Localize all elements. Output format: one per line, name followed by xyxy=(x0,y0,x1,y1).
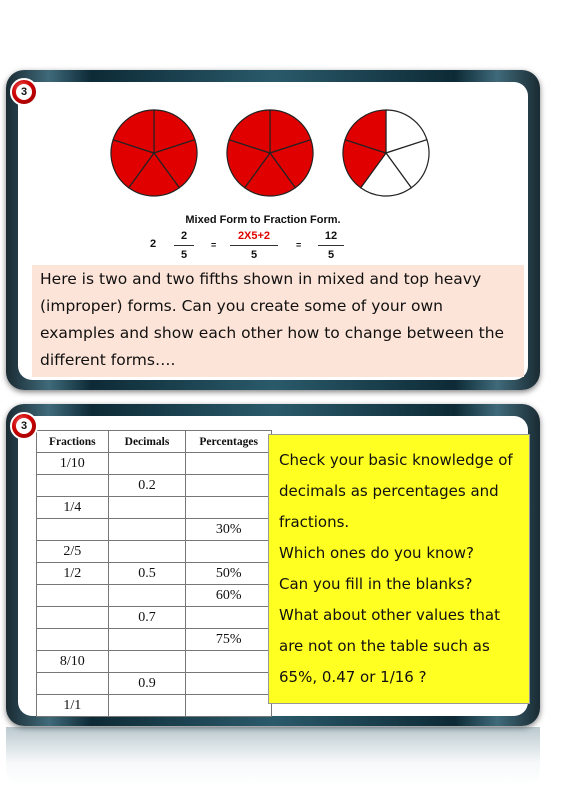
whole-number: 2 xyxy=(150,238,157,250)
table-cell xyxy=(186,673,272,695)
fraction-2 xyxy=(230,230,278,261)
table-row xyxy=(37,453,272,475)
header-decimals: Decimals xyxy=(108,431,186,453)
table-row xyxy=(37,497,272,519)
pie-chart-1 xyxy=(106,108,202,198)
table-cell xyxy=(37,629,109,651)
table-cell: 1/2 xyxy=(37,563,109,585)
table-cell xyxy=(37,585,109,607)
table-cell xyxy=(37,673,109,695)
table-cell: 0.9 xyxy=(108,673,186,695)
table-cell xyxy=(108,629,186,651)
numerator: 2X5+2 xyxy=(237,230,271,242)
header-percentages: Percentages xyxy=(186,431,272,453)
table-row xyxy=(37,695,272,717)
denominator: 5 xyxy=(327,249,335,261)
fraction-3 xyxy=(318,230,344,261)
table-cell xyxy=(108,453,186,475)
pie-chart-2 xyxy=(222,108,318,198)
table-cell xyxy=(186,541,272,563)
badge-number: 3 xyxy=(16,418,32,434)
denominator: 5 xyxy=(250,249,258,261)
table-cell xyxy=(108,497,186,519)
denominator: 5 xyxy=(180,249,188,261)
table-cell xyxy=(37,519,109,541)
table-cell xyxy=(186,475,272,497)
table-cell: 0.7 xyxy=(108,607,186,629)
description-line: examples and show each other how to change between the xyxy=(40,324,505,342)
panel-line: What about other values that xyxy=(279,606,500,624)
panel-line: are not on the table such as xyxy=(279,637,490,655)
table-row xyxy=(37,629,272,651)
description-line: different forms…. xyxy=(40,351,176,369)
fdp-table-card xyxy=(6,404,540,726)
description-box xyxy=(32,265,524,377)
fraction-pies xyxy=(106,108,456,198)
table-cell xyxy=(186,497,272,519)
table-cell xyxy=(108,585,186,607)
table-cell xyxy=(108,651,186,673)
card-body xyxy=(18,416,528,716)
number-badge xyxy=(10,412,38,440)
panel-line: 65%, 0.47 or 1/16 ? xyxy=(279,668,427,686)
numerator: 12 xyxy=(324,230,338,242)
table-cell: 1/1 xyxy=(37,695,109,717)
table-cell xyxy=(186,651,272,673)
mixed-form-card xyxy=(6,70,540,390)
table-row xyxy=(37,563,272,585)
description-line: Here is two and two fifths shown in mixed and top heavy xyxy=(40,270,482,288)
panel-line: fractions. xyxy=(279,513,350,531)
equals-sign: = xyxy=(211,240,217,250)
fractions-table xyxy=(36,430,272,717)
table-cell xyxy=(186,607,272,629)
table-cell: 2/5 xyxy=(37,541,109,563)
badge-number: 3 xyxy=(16,84,32,100)
pie-chart-3 xyxy=(338,108,434,198)
table-row xyxy=(37,585,272,607)
panel-line: Which ones do you know? xyxy=(279,544,474,562)
table-row xyxy=(37,651,272,673)
table-row xyxy=(37,607,272,629)
section-title: Mixed Form to Fraction Form. xyxy=(185,214,341,226)
fraction-1 xyxy=(174,230,194,261)
table-cell xyxy=(186,695,272,717)
table-cell: 8/10 xyxy=(37,651,109,673)
table-cell: 50% xyxy=(186,563,272,585)
description-line: (improper) forms. Can you create some of your own xyxy=(40,297,443,315)
table-cell: 30% xyxy=(186,519,272,541)
table-row xyxy=(37,519,272,541)
table-cell xyxy=(108,519,186,541)
table-row xyxy=(37,541,272,563)
table-header-row xyxy=(37,431,272,453)
table-cell: 0.2 xyxy=(108,475,186,497)
table-cell: 75% xyxy=(186,629,272,651)
header-fractions: Fractions xyxy=(37,431,109,453)
panel-line: Check your basic knowledge of xyxy=(279,451,513,469)
number-badge xyxy=(10,78,38,106)
table-cell: 1/4 xyxy=(37,497,109,519)
conversion-equation xyxy=(18,230,528,260)
table-cell xyxy=(108,541,186,563)
table-cell: 60% xyxy=(186,585,272,607)
panel-line: decimals as percentages and xyxy=(279,482,499,500)
equals-sign: = xyxy=(296,240,302,250)
table-row xyxy=(37,475,272,497)
table-cell xyxy=(108,695,186,717)
table-cell: 0.5 xyxy=(108,563,186,585)
table-row xyxy=(37,673,272,695)
card-body xyxy=(18,82,528,380)
numerator: 2 xyxy=(180,230,188,242)
panel-line: Can you fill in the blanks? xyxy=(279,575,473,593)
table-cell xyxy=(186,453,272,475)
table-cell xyxy=(37,607,109,629)
reflection xyxy=(6,727,540,787)
table-cell xyxy=(37,475,109,497)
table-cell: 1/10 xyxy=(37,453,109,475)
instructions-panel xyxy=(268,434,530,704)
